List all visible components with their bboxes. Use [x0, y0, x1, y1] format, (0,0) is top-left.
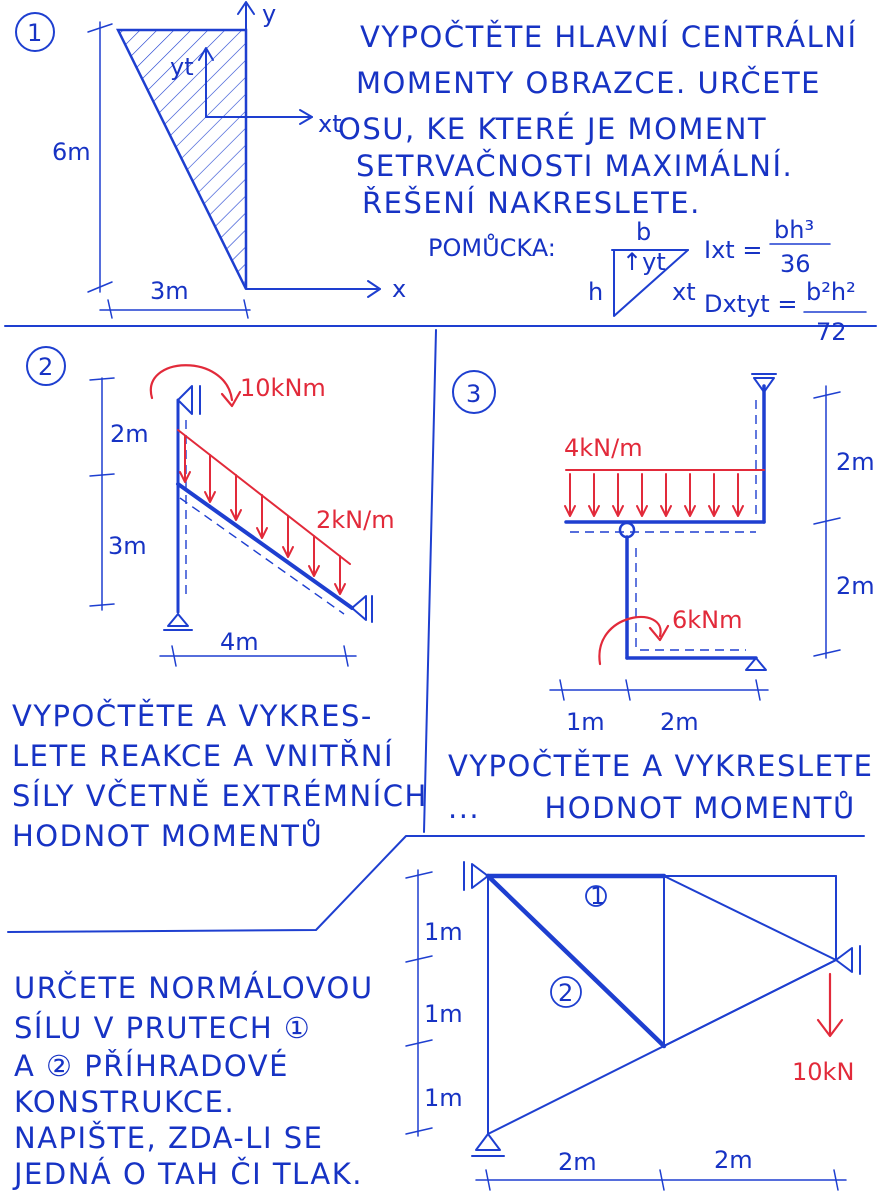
- member-1-label: 1: [590, 882, 606, 910]
- section-number: 2: [38, 353, 54, 381]
- dim-1m: 1m: [424, 918, 463, 946]
- dim-2m: 2m: [558, 1148, 597, 1176]
- dim-2m-top: 2m: [836, 448, 875, 476]
- task-line: ... HODNOT MOMENTŮ: [448, 791, 856, 825]
- task-line: MOMENTY OBRAZCE. URČETE: [356, 66, 821, 100]
- formula-dxy-num: b²h²: [806, 278, 856, 306]
- formula-dxy-den: 72: [816, 318, 847, 346]
- section-1: [16, 0, 866, 346]
- member-2: [488, 876, 664, 1046]
- xt-label: xt: [318, 110, 342, 138]
- task-line: ŘEŠENÍ NAKRESLETE.: [362, 186, 701, 220]
- dim-height: 6m: [52, 138, 91, 166]
- task-line: SÍLU V PRUTECH ①: [14, 1011, 312, 1045]
- load-label: 2kN/m: [316, 506, 395, 534]
- task-line: OSU, KE KTERÉ JE MOMENT: [338, 112, 768, 146]
- section-2: [12, 347, 428, 853]
- task-line: VYPOČTĚTE HLAVNÍ CENTRÁLNÍ: [360, 20, 858, 54]
- hint-b: b: [636, 218, 652, 246]
- hint-label: POMŮCKA:: [428, 234, 556, 262]
- dim-1m: 1m: [424, 1084, 463, 1112]
- task-line: NAPIŠTE, ZDA-LI SE: [14, 1121, 324, 1155]
- y-axis-label: y: [262, 0, 277, 28]
- task-line: KONSTRUKCE.: [14, 1085, 236, 1119]
- dim-2m: 2m: [110, 420, 149, 448]
- hint-inner: ↑yt: [622, 248, 666, 276]
- task-line: VYPOČTĚTE A VYKRESLETE: [448, 749, 874, 783]
- dim-2m-right: 2m: [660, 708, 699, 736]
- dim-4m: 4m: [220, 628, 259, 656]
- task-line: URČETE NORMÁLOVOU: [14, 971, 374, 1005]
- yt-label: yt: [170, 53, 194, 81]
- task-line: JEDNÁ O TAH ČI TLAK.: [14, 1157, 363, 1191]
- section-number: 1: [27, 19, 43, 47]
- member-2-label: 2: [558, 979, 574, 1007]
- section-number: 3: [466, 380, 482, 408]
- dim-2m-bottom: 2m: [836, 572, 875, 600]
- moment-label: 10kNm: [240, 374, 326, 402]
- section-3: [448, 371, 875, 825]
- force-label: 10kN: [792, 1058, 855, 1086]
- load-label: 4kN/m: [564, 434, 643, 462]
- formula-dxy-lhs: Dxtyt =: [704, 290, 798, 318]
- dim-2m: 2m: [714, 1146, 753, 1174]
- task-line: SETRVAČNOSTI MAXIMÁLNÍ.: [356, 149, 794, 183]
- hint-h: h: [588, 278, 604, 306]
- task-line: HODNOT MOMENTŮ: [12, 819, 324, 853]
- task-line: VYPOČTĚTE A VYKRES-: [12, 699, 373, 733]
- moment-label: 6kNm: [672, 606, 743, 634]
- dim-3m: 3m: [108, 532, 147, 560]
- formula-ix-den: 36: [780, 250, 811, 278]
- hint-xt: xt: [672, 278, 696, 306]
- task-line: LETE REAKCE A VNITŘNÍ: [12, 739, 395, 773]
- dim-width: 3m: [150, 277, 189, 305]
- task-line: SÍLY VČETNĚ EXTRÉMNÍCH: [12, 779, 428, 813]
- task-line: A ② PŘÍHRADOVÉ: [14, 1049, 289, 1083]
- formula-ix-lhs: Ixt =: [704, 236, 763, 264]
- dim-1m: 1m: [566, 708, 605, 736]
- x-axis-label: x: [392, 275, 407, 303]
- section-4: [12, 862, 860, 1191]
- dim-1m: 1m: [424, 1000, 463, 1028]
- formula-ix-num: bh³: [774, 216, 815, 244]
